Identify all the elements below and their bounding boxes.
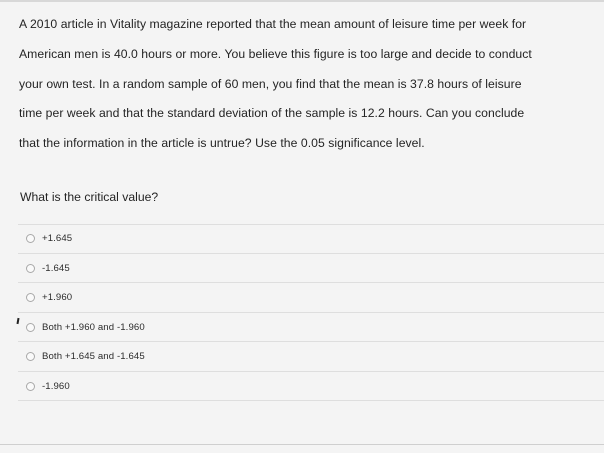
radio-button-icon[interactable] [26,234,35,243]
answer-option[interactable] [0,224,604,254]
answer-option-label: -1.960 [42,380,70,392]
question-line: time per week and that the standard deviation of the sample is 12.2 hours. Can you conclude [19,106,525,121]
top-divider [0,0,604,2]
question-line: A 2010 article in Vitality magazine reported that the mean amount of leisure time per week for [19,17,527,31]
answer-option[interactable] [0,254,604,284]
question-line: American men is 40.0 hours or more. You believe this figure is too large and decide to conduct [19,46,532,61]
question-line: that the information in the article is untrue? Use the 0.05 significance level. [19,136,425,151]
answer-option-label: +1.960 [42,292,73,304]
bottom-divider [0,444,604,445]
radio-button-icon[interactable] [26,382,35,391]
mouse-cursor-mark [16,317,19,323]
answer-option[interactable] [0,342,604,372]
answer-option-label: Both +1.645 and -1.645 [42,351,145,363]
answer-option-label: Both +1.960 and -1.960 [42,321,145,333]
answer-options [0,224,604,401]
radio-button-icon[interactable] [26,323,35,332]
radio-button-icon[interactable] [26,293,35,302]
question-line: your own test. In a random sample of 60 men, you find that the mean is 37.8 hours of leisure [19,76,522,91]
radio-button-icon[interactable] [26,264,35,273]
radio-button-icon[interactable] [26,352,35,361]
answer-option[interactable] [0,283,604,313]
answer-option[interactable] [0,372,604,402]
answer-option-label: +1.645 [42,233,73,245]
answer-option[interactable] [0,313,604,343]
question-text [19,10,594,159]
question-prompt: What is the critical value? [20,190,159,204]
answer-option-label: -1.645 [42,262,70,274]
